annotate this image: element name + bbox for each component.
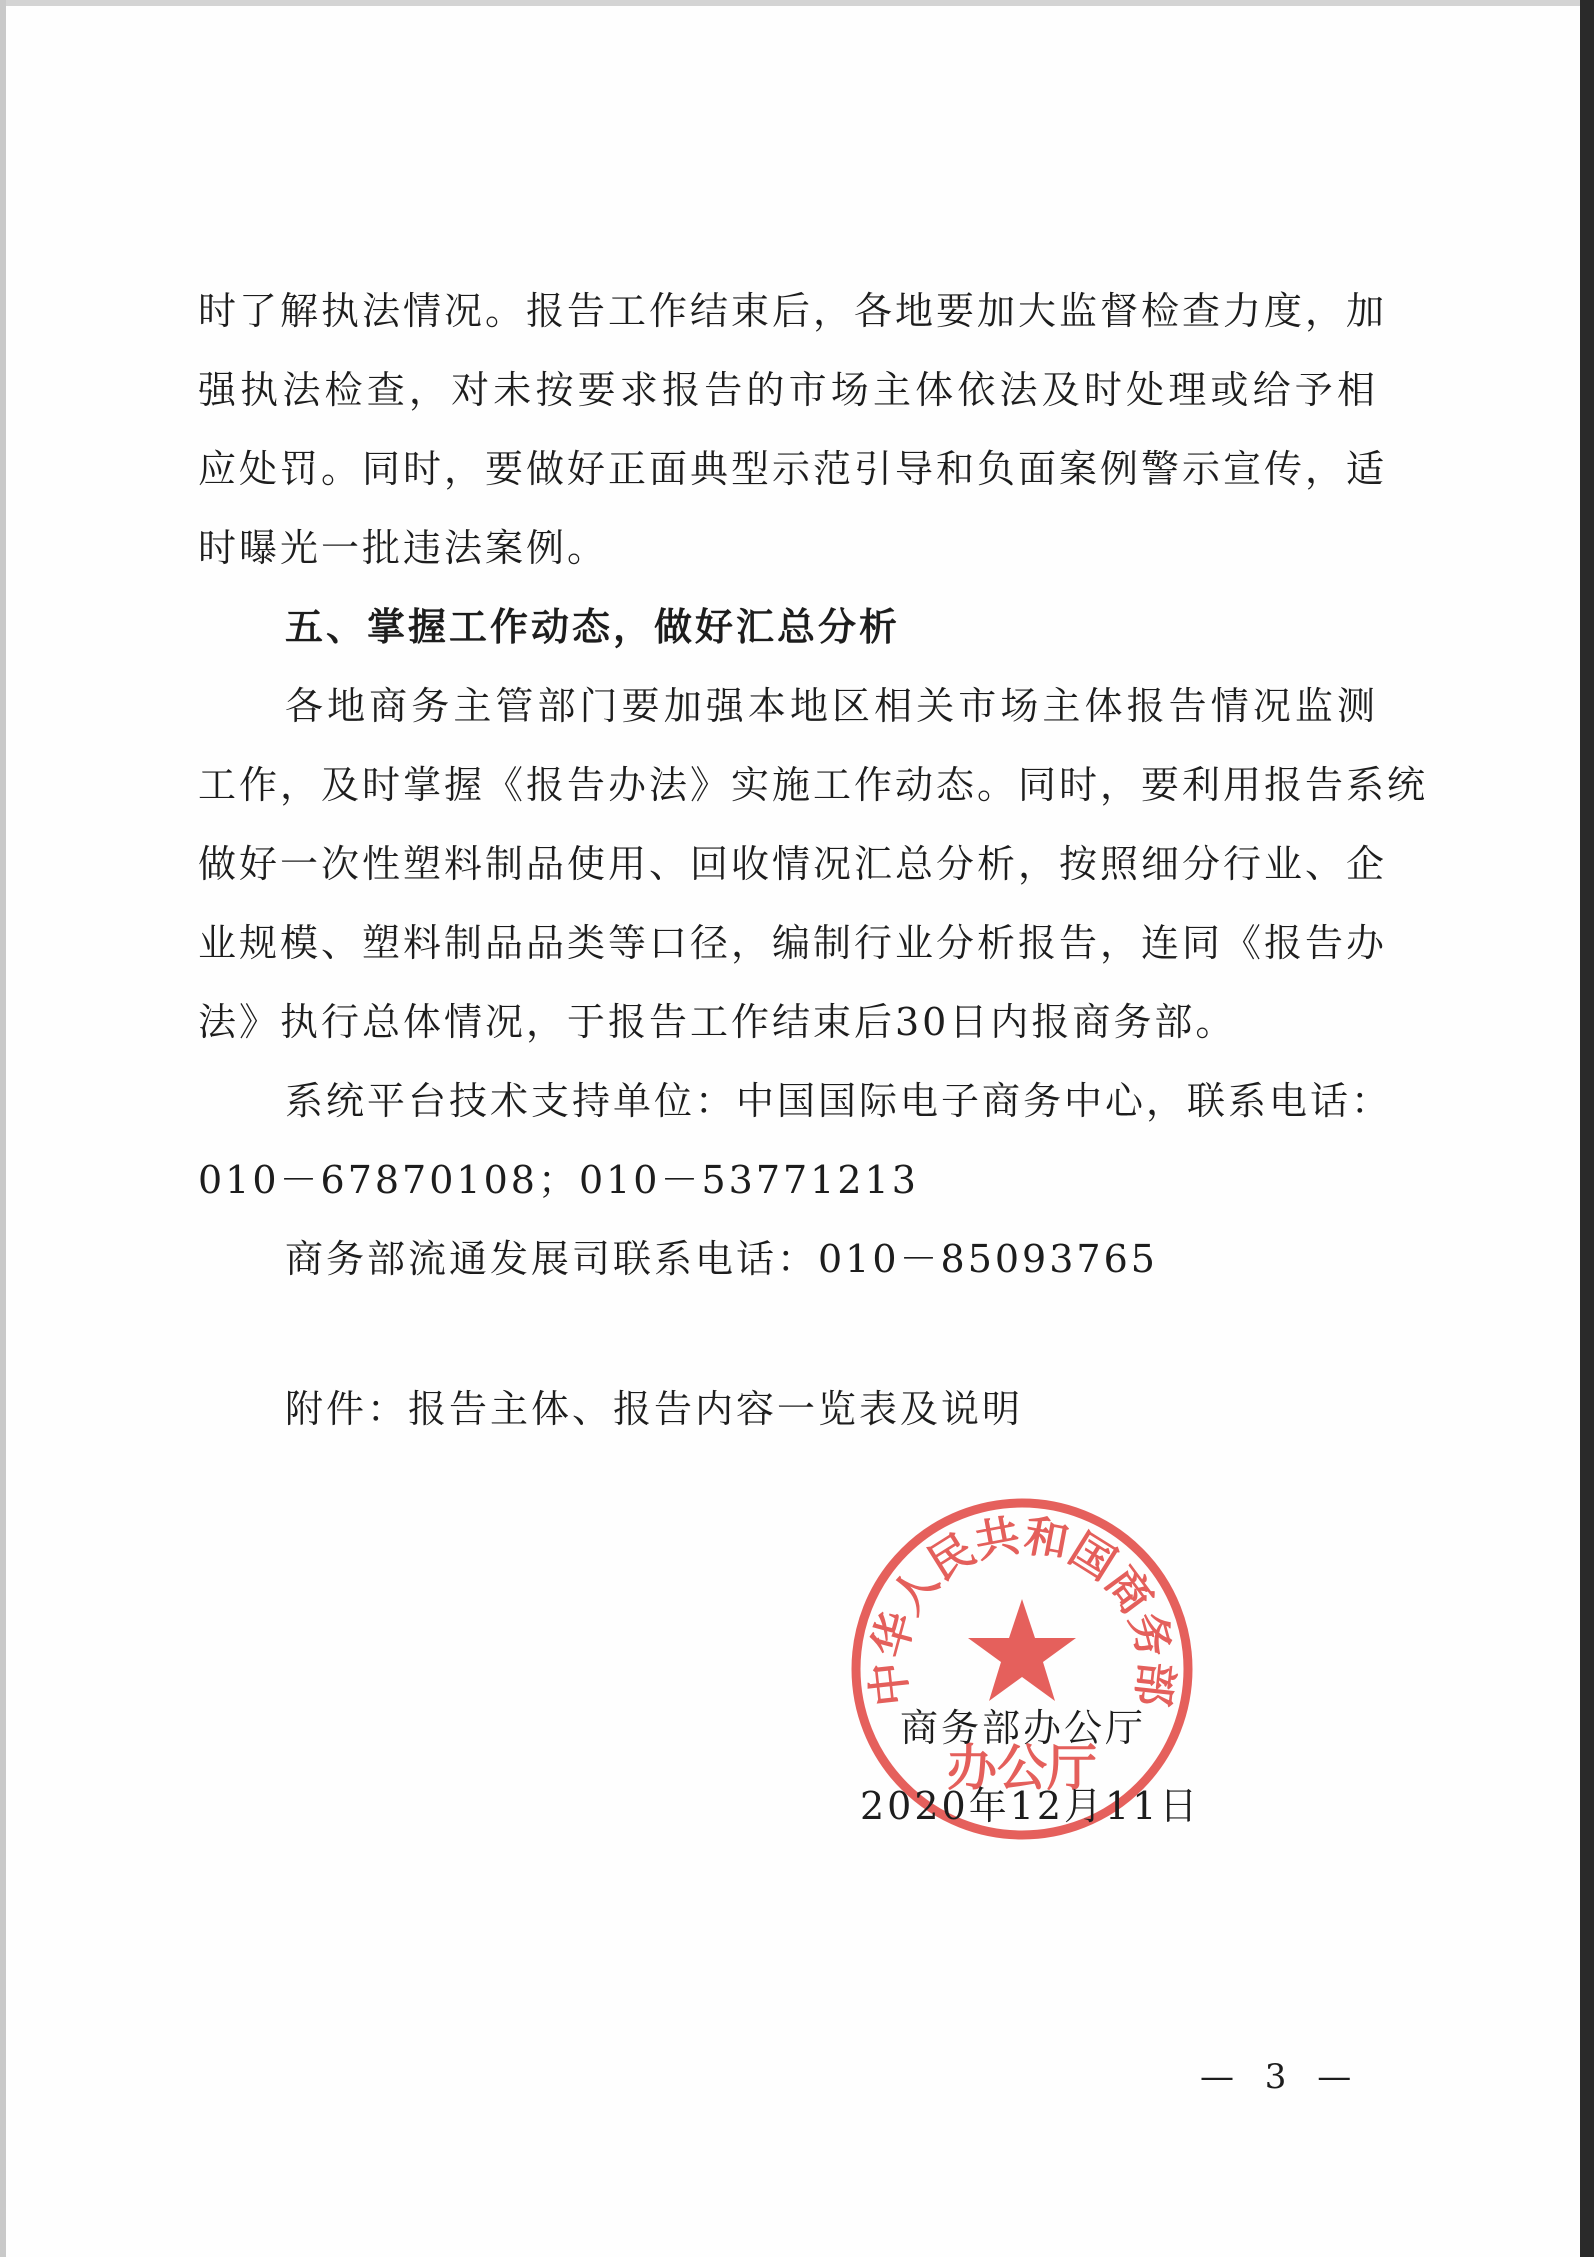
scan-edge-left — [0, 0, 6, 2257]
date: 2020年12月11日 — [860, 1784, 1201, 1828]
section-line-4: 业规模、塑料制品品类等口径，编制行业分析报告，连同《报告办 — [198, 921, 1388, 965]
signatory: 商务部办公厅 — [900, 1706, 1147, 1750]
attachment-line: 附件：报告主体、报告内容一览表及说明 — [285, 1387, 1024, 1431]
support-line-2: 010－67870108；010－53771213 — [198, 1158, 919, 1202]
paragraph-line-1: 时了解执法情况。报告工作结束后，各地要加大监督检查力度，加 — [198, 289, 1388, 333]
section-heading: 五、掌握工作动态，做好汇总分析 — [285, 605, 901, 649]
star-icon — [968, 1599, 1076, 1701]
scan-edge-right — [1580, 0, 1594, 2257]
scan-edge-top — [0, 0, 1594, 6]
seal-outer-text: 中华人民共和国商务部 — [862, 1510, 1182, 1709]
contact-line: 商务部流通发展司联系电话：010－85093765 — [285, 1237, 1158, 1281]
paragraph-line-4: 时曝光一批违法案例。 — [198, 526, 609, 570]
seal-inner-text: 办公厅 — [947, 1739, 1097, 1797]
section-line-2: 工作，及时掌握《报告办法》实施工作动态。同时，要利用报告系统 — [198, 763, 1429, 807]
page-number: — 3 — — [1200, 2057, 1362, 2097]
support-line-1: 系统平台技术支持单位：中国国际电子商务中心，联系电话： — [285, 1079, 1393, 1123]
section-line-1: 各地商务主管部门要加强本地区相关市场主体报告情况监测 — [285, 684, 1378, 728]
paragraph-line-2: 强执法检查，对未按要求报告的市场主体依法及时处理或给予相 — [198, 368, 1378, 412]
section-line-5: 法》执行总体情况，于报告工作结束后30日内报商务部。 — [198, 1000, 1237, 1044]
section-line-3: 做好一次性塑料制品使用、回收情况汇总分析，按照细分行业、企 — [198, 842, 1388, 886]
paragraph-line-3: 应处罚。同时，要做好正面典型示范引导和负面案例警示宣传，适 — [198, 447, 1388, 491]
